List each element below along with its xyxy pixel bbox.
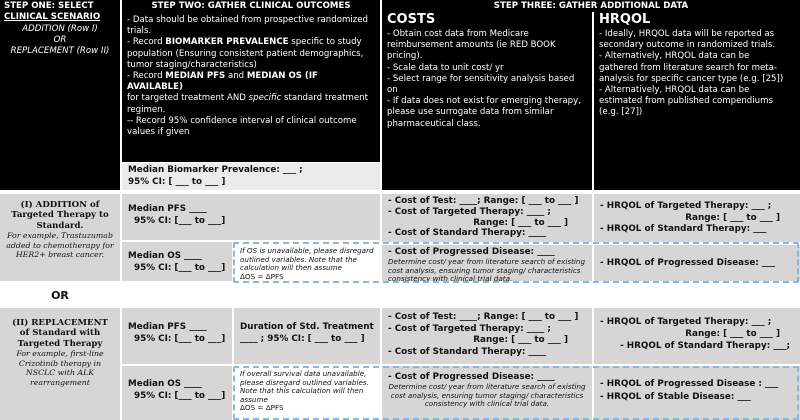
step-one-header (0, 0, 120, 190)
step-two-instruction-line: trials. (127, 26, 152, 37)
cost-of-test: - Cost of Test: ____; Range: [ ___ to ___ ] (388, 312, 579, 322)
cost-targeted-therapy: - Cost of Targeted Therapy: ____ ; (388, 323, 551, 334)
row-replacement-label (0, 308, 120, 420)
step-two-instruction-line: tumor staging/characteristics) (127, 59, 257, 70)
os-outline-row-replacement (233, 366, 799, 420)
hrqol-instruction-line: secondary outcome in randomized trials. (599, 40, 776, 51)
os-note-line: ΔOS = ΔPFS (240, 271, 284, 281)
costs-instruction-line: reimbursement amounts (ie RED BOOK (387, 40, 556, 51)
os-label: Median OS ____ (128, 379, 202, 389)
os-note-line: outlined variables. Note that the (240, 254, 357, 264)
os-note-line: If overall survival data unavailable, (240, 369, 367, 378)
row-addition-example-1: For example, Trastuzumab (7, 231, 113, 241)
row-addition-pfs (122, 194, 380, 240)
hrqol-targeted-therapy: - HRQOL of Targeted Therapy: ___ ; (600, 201, 772, 211)
pfs-ci-label: 95% CI: [___ to ___] (134, 334, 226, 344)
or-separator (0, 289, 120, 302)
hrqol-targeted-range: Range: [ ___ to ___ ] (685, 329, 780, 339)
costs-instruction-line: please use surrogate data from similar (387, 107, 554, 118)
costs-column (382, 12, 592, 132)
costs-instructions (382, 27, 592, 132)
hrqol-instruction-line: gathered from literature search for meta- (599, 62, 778, 73)
hrqol-instruction-line: - Ideally, HRQOL data will be reported as (599, 29, 775, 39)
step-two-instruction-line: - Record MEDIAN PFS and MEDIAN OS (IF AVAILABLE) (127, 71, 318, 93)
step-two-instruction-line: for targeted treatment AND specific standard treatment (127, 93, 368, 104)
row-replacement-example-2: Crizotinib therapy in (18, 358, 102, 368)
step-one-addition: ADDITION (Row I) (22, 24, 98, 34)
os-note-line: calculation will then assume (240, 263, 342, 273)
row-addition-label (0, 194, 120, 281)
pfs-label: Median PFS ____ (128, 204, 207, 214)
row-replacement-costs (382, 308, 592, 364)
costs-instruction-line: - Obtain cost data from Medicare (387, 29, 529, 39)
cost-note-line: Determine cost/ year from literature search of existing (388, 382, 586, 391)
os-ci-label: 95% CI: [___ to ___] (134, 263, 226, 273)
row-addition-title-1: (I) ADDITION of (20, 200, 100, 210)
pfs-ci-label: 95% CI: [___ to ___] (134, 216, 226, 226)
step-one-title: STEP ONE: SELECT (4, 1, 94, 11)
step-two-instruction-line: population (Ensuring consistent patient demographics, (127, 48, 364, 59)
row-addition-example-2: added to chemotherapy for (6, 240, 114, 250)
hrqol-stable-disease: - HRQOL of Stable Disease: ___ (600, 392, 751, 402)
step-two-title: STEP TWO: GATHER CLINICAL OUTCOMES (151, 1, 351, 11)
cost-standard-therapy: - Cost of Standard Therapy: ____ (388, 228, 547, 239)
row-replacement-example-1: For example, first-line (16, 349, 104, 359)
row-replacement-duration (234, 308, 380, 364)
costs-instruction-line: pricing). (387, 51, 423, 62)
costs-instruction-line: pharmaceutical class. (387, 118, 481, 129)
row-replacement-title-1: (II) REPLACEMENT (12, 318, 108, 328)
hrqol-instruction-line: (e.g. [27]) (599, 107, 643, 118)
row-replacement-title-3: Targeted Therapy (17, 338, 103, 349)
costs-title: COSTS (387, 12, 436, 27)
hrqol-progressed-disease: - HRQOL of Progressed Disease : ___ (600, 379, 779, 389)
cost-targeted-range: Range: [ ___ to ___ ] (473, 335, 568, 345)
step-three-title: STEP THREE: GATHER ADDITIONAL DATA (493, 1, 689, 11)
step-two-header (122, 0, 380, 162)
costs-instruction-line: - Scale data to unit cost/ yr (387, 62, 504, 73)
cost-note-line: consistency with clinical trial data. (388, 274, 513, 284)
hrqol-targeted-range: Range: [ ___ to ___ ] (685, 212, 780, 223)
cost-note-line: consistency with clinical trial data. (424, 399, 550, 409)
os-note-line: ΔOS = ΔPFS (240, 403, 284, 413)
step-two-instruction-line: - Data should be obtained from prospective randomized (127, 15, 368, 25)
cost-standard-therapy: - Cost of Standard Therapy: ____ (388, 346, 547, 357)
hrqol-instruction-line: - Alternatively, HRQOL data can be (599, 51, 750, 62)
cost-note-line: cost analysis, ensuring tumor staging/ characteristics (390, 390, 584, 400)
cost-targeted-range: Range: [ ___ to ___ ] (473, 217, 568, 228)
hrqol-instruction-line: - Alternatively, HRQOL data can be (599, 85, 750, 96)
os-label: Median OS ____ (128, 251, 202, 261)
hrqol-instruction-line: estimated from published compendiums (599, 96, 773, 107)
cost-progressed-disease: - Cost of Progressed Disease: ____ (388, 372, 555, 382)
biomarker-prevalence-cell (122, 163, 380, 190)
hrqol-progressed-disease: - HRQOL of Progressed Disease: ___ (600, 258, 776, 268)
os-note-line: If OS is unavailable, please disregard (240, 246, 374, 255)
row-addition-title-3: Standard. (36, 220, 84, 231)
step-two-instruction-line: -- Record 95% confidence interval of clinical outcome (127, 115, 357, 126)
pfs-label: Median PFS ____ (128, 322, 207, 332)
row-addition-hrqol (594, 194, 800, 242)
duration-std-treatment-label: Duration of Std. Treatment (240, 322, 374, 332)
os-outline-row-addition (233, 242, 799, 283)
hrqol-instruction-line: analysis for specific cancer type (e.g. [25]) (599, 73, 784, 84)
hrqol-title: HRQOL (599, 12, 651, 27)
or-label: OR (51, 289, 69, 302)
os-note-line: Note that this calculation will then (240, 386, 364, 396)
row-replacement-title-2: of Standard with (19, 328, 101, 339)
step-two-instruction-line: values if given (127, 127, 190, 138)
row-addition-costs (382, 194, 592, 242)
step-one-subtitle: CLINICAL SCENARIO (4, 12, 101, 22)
step-two-instructions (122, 12, 380, 140)
cost-note-line: cost analysis, ensuring tumor staging/ characteristics (388, 265, 581, 275)
hrqol-targeted-therapy: - HRQOL of Targeted Therapy: ___ ; (600, 317, 772, 327)
row-replacement-os (122, 366, 232, 420)
step-two-instruction-line: regimen. (127, 104, 166, 115)
step-one-replacement: REPLACEMENT (Row II) (10, 46, 110, 56)
step-two-instruction-line: - Record BIOMARKER PREVALENCE specific to study (127, 37, 362, 48)
hrqol-standard-therapy: - HRQOL of Standard Therapy: ___; (620, 341, 790, 351)
costs-instruction-line: - If data does not exist for emerging therapy, (387, 96, 581, 107)
os-note-line: please disregard outlined variables. (240, 377, 369, 387)
costs-instruction-line: - Select range for sensitivity analysis based (387, 73, 575, 84)
cost-note-line: Determine cost/ year from literature search of existing (388, 257, 586, 266)
os-note-line: assume (240, 394, 268, 404)
cost-progressed-disease: - Cost of Progressed Disease: ____ (388, 247, 555, 257)
duration-ci-label: ____ ; 95% CI: [ ___ to ___ ] (240, 334, 365, 344)
biomarker-ci-label: 95% CI: [ ___ to ___ ] (128, 176, 226, 187)
row-replacement-example-3: NSCLC with ALK (25, 368, 95, 378)
row-replacement-pfs (122, 308, 232, 364)
step-one-or: OR (53, 35, 67, 45)
hrqol-standard-therapy: - HRQOL of Standard Therapy: ___ (600, 224, 767, 234)
cost-targeted-therapy: - Cost of Targeted Therapy: ____ ; (388, 206, 551, 217)
row-addition-example-3: HER2+ breast cancer. (15, 250, 105, 260)
row-replacement-hrqol (594, 308, 800, 364)
row-replacement-example-4: rearrangement (30, 378, 90, 387)
os-ci-label: 95% CI: [___ to ___] (134, 391, 226, 401)
cost-of-test: - Cost of Test: ____; Range: [ ___ to ___ ] (388, 196, 579, 206)
row-addition-os (122, 242, 232, 281)
row-addition-title-2: Targeted Therapy to (11, 210, 109, 221)
hrqol-column (594, 12, 800, 121)
hrqol-instructions (594, 27, 800, 121)
costs-instruction-line: on (387, 85, 398, 96)
biomarker-prevalence-label: Median Biomarker Prevalence: ___ ; (128, 165, 303, 175)
